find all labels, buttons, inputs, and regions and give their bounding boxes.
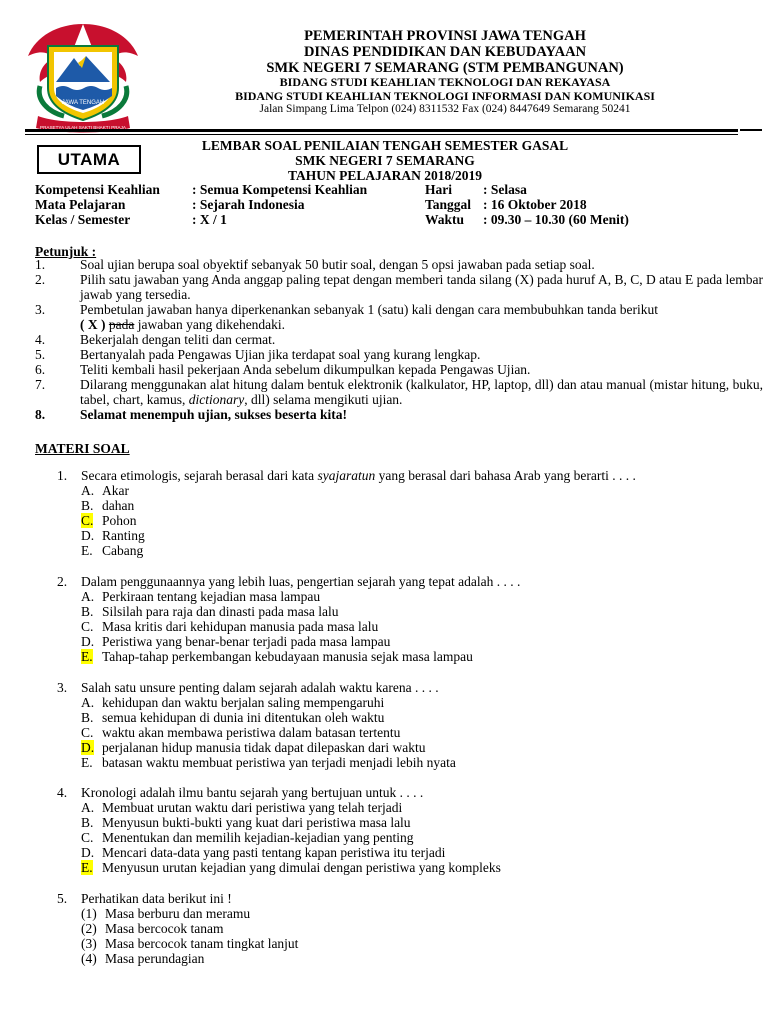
option: A. Perkiraan tentang kejadian masa lampau <box>81 589 321 604</box>
exam-title <box>150 138 620 183</box>
petunjuk-title: Petunjuk : <box>35 244 97 259</box>
header-line-3: SMK NEGERI 7 SEMARANG (STM PEMBANGUNAN) <box>266 60 624 76</box>
header-line-4: BIDANG STUDI KEAHLIAN TEKNOLOGI DAN REKAYASA <box>279 75 611 89</box>
struck-word: pada <box>108 317 135 332</box>
petunjuk-item: 2. Pilih satu jawaban yang Anda anggap paling tepat dengan memberi tanda silang (X) pada huruf A, B, C, D atau E pada lembar jawab yang tersedia. <box>35 272 763 302</box>
header-line-1: PEMERINTAH PROVINSI JAWA TENGAH <box>304 28 586 44</box>
question-5: 5. Perhatikan data berikut ini ! (1) Masa berburu dan meramu (2) Masa bercocok tanam (3) Masa bercocok tanam tingkat lanjut (4) Masa perundagian <box>57 891 747 966</box>
petunjuk-item: 8. Selamat menempuh ujian, sukses beserta kita! <box>35 407 348 422</box>
kelas-label: Kelas / Semester <box>35 212 131 227</box>
kompetensi-label: Kompetensi Keahlian <box>35 182 160 197</box>
option: D. Ranting <box>81 528 145 543</box>
option: B. Menyusun bukti-bukti yang kuat dari peristiwa masa lalu <box>81 815 411 830</box>
waktu-label: Waktu <box>425 212 465 227</box>
kelas-value: : X / 1 <box>192 212 227 227</box>
data-item: (2) Masa bercocok tanam <box>81 921 224 936</box>
exam-title-line-2: SMK NEGERI 7 SEMARANG <box>295 153 475 168</box>
cross-mark: ( X ) <box>80 317 106 332</box>
option-answer: D. perjalanan hidup manusia tidak dapat dilepaskan dari waktu <box>81 740 426 755</box>
data-item: (4) Masa perundagian <box>81 951 205 966</box>
question-2: 2. Dalam penggunaannya yang lebih luas, pengertian sejarah yang tepat adalah . . . . A. Perkiraan tentang kejadian masa lampau B. Silsilah para raja dan dinasti pada masa lalu C. Masa kritis dari kehidupan manusia pada masa lalu D. Peristiwa yang benar-benar terjadi pada masa lampau E. Tahap-tahap perkembangan kebudayaan manusia sejak masa lampau <box>57 574 747 664</box>
tanggal-value: : 16 Oktober 2018 <box>483 197 587 212</box>
header-line-2: DINAS PENDIDIKAN DAN KEBUDAYAAN <box>303 44 587 60</box>
header-rule-thick <box>25 129 738 132</box>
logo-top-text: JAWA TENGAH <box>61 100 105 106</box>
answer-highlight: C. <box>81 513 94 528</box>
answer-highlight: D. <box>81 740 95 755</box>
logo-motto-text: PRASETYA ULAH SAKTI BHAKTI PRAJA <box>40 125 126 130</box>
petunjuk-item: 4. Bekerjalah dengan teliti dan cermat. <box>35 332 276 347</box>
materi-soal-title: MATERI SOAL <box>35 441 130 456</box>
header-line-5: BIDANG STUDI KEAHLIAN TEKNOLOGI INFORMASI DAN KOMUNIKASI <box>235 88 655 103</box>
question-4: 4. Kronologi adalah ilmu bantu sejarah yang bertujuan untuk . . . . A. Membuat urutan waktu dari peristiwa yang telah terjadi B. Menyusun bukti-bukti yang kuat dari peristiwa masa lalu C. Menentukan dan memilih kejadian-kejadian yang penting D. Mencari data-data yang pasti tentang kapan peristiwa itu terjadi E. Menyusun urutan kejadian yang dimulai dengan peristiwa yang kompleks <box>57 785 747 875</box>
petunjuk-list <box>35 257 763 422</box>
petunjuk-item: 5. Bertanyalah pada Pengawas Ujian jika terdapat soal yang kurang lengkap. <box>35 347 481 362</box>
answer-highlight: E. <box>81 649 93 664</box>
data-item: (1) Masa berburu dan meramu <box>81 906 251 921</box>
kompetensi-value: : Semua Kompetensi Keahlian <box>192 182 368 197</box>
utama-badge: UTAMA <box>37 145 141 174</box>
question-text: Dalam penggunaannya yang lebih luas, pengertian sejarah yang tepat adalah . . . . <box>81 574 521 589</box>
mapel-label: Mata Pelajaran <box>35 197 126 212</box>
option: D. Mencari data-data yang pasti tentang kapan peristiwa itu terjadi <box>81 845 446 860</box>
option: A. Membuat urutan waktu dari peristiwa yang telah terjadi <box>81 800 403 815</box>
tanggal-label: Tanggal <box>425 197 472 212</box>
question-text: Perhatikan data berikut ini ! <box>81 891 232 906</box>
question-3: 3. Salah satu unsure penting dalam sejarah adalah waktu karena . . . . A. kehidupan dan waktu berjalan saling mempengaruhi B. semua kehidupan di dunia ini ditentukan oleh waktu C. waktu akan membawa peristiwa dalam batasan tertentu D. perjalanan hidup manusia tidak dapat dilepaskan dari waktu E. batasan waktu membuat peristiwa yan terjadi menjadi lebih nyata <box>57 680 747 770</box>
option: E. batasan waktu membuat peristiwa yan terjadi menjadi lebih nyata <box>81 755 456 770</box>
petunjuk-item: 3. Pembetulan jawaban hanya diperkenankan sebanyak 1 (satu) kali dengan cara membubuhkan tanda berikut ( X ) pada jawaban yang dikehendaki. <box>35 302 659 332</box>
header-address: Jalan Simpang Lima Telpon (024) 8311532 Fax (024) 8447649 Semarang 50241 <box>259 103 631 115</box>
petunjuk-item: 1. Soal ujian berupa soal obyektif sebanyak 50 butir soal, dengan 5 opsi jawaban pada setiap soal. <box>35 257 595 272</box>
jawa-tengah-emblem-logo <box>18 16 148 136</box>
petunjuk-item: 7. Dilarang menggunakan alat hitung dalam bentuk elektronik (kalkulator, HP, laptop, dll) dan atau manual (mistar hitung, buku, tabel, chart, kamus, dictionary, dll) selama mengikuti ujian. <box>35 377 763 407</box>
option: C. Menentukan dan memilih kejadian-kejadian yang penting <box>81 830 414 845</box>
question-text: Salah satu unsure penting dalam sejarah adalah waktu karena . . . . <box>81 680 439 695</box>
option: E. Cabang <box>81 543 144 558</box>
option: A. kehidupan dan waktu berjalan saling mempengaruhi <box>81 695 385 710</box>
mapel-value: : Sejarah Indonesia <box>192 197 305 212</box>
hari-value: : Selasa <box>483 182 527 197</box>
petunjuk-item: 6. Teliti kembali hasil pekerjaan Anda sebelum dikumpulkan kepada Pengawas Ujian. <box>35 362 531 377</box>
option: D. Peristiwa yang benar-benar terjadi pada masa lampau <box>81 634 391 649</box>
waktu-value: : 09.30 – 10.30 (60 Menit) <box>483 212 629 227</box>
letterhead <box>150 28 740 116</box>
question-text: Kronologi adalah ilmu bantu sejarah yang bertujuan untuk . . . . <box>81 785 424 800</box>
hari-label: Hari <box>425 182 452 197</box>
exam-title-line-3: TAHUN PELAJARAN 2018/2019 <box>287 168 482 183</box>
option-answer: E. Tahap-tahap perkembangan kebudayaan manusia sejak masa lampau <box>81 649 473 664</box>
header-rule-thin <box>25 134 738 135</box>
option: B. Silsilah para raja dan dinasti pada masa lalu <box>81 604 339 619</box>
option: B. semua kehidupan di dunia ini ditentukan oleh waktu <box>81 710 385 725</box>
option: C. Masa kritis dari kehidupan manusia pada masa lalu <box>81 619 379 634</box>
question-1: 1. Secara etimologis, sejarah berasal dari kata syajaratun yang berasal dari bahasa Arab yang berarti . . . . A. Akar B. dahan C. Pohon D. Ranting E. Cabang <box>57 468 747 558</box>
option: A. Akar <box>81 483 129 498</box>
header-rule-right <box>740 129 762 131</box>
option: C. waktu akan membawa peristiwa dalam batasan tertentu <box>81 725 401 740</box>
answer-highlight: E. <box>81 860 93 875</box>
question-text: Secara etimologis, sejarah berasal dari kata syajaratun yang berasal dari bahasa Arab yang berarti . . . . <box>81 468 636 483</box>
option-answer: E. Menyusun urutan kejadian yang dimulai dengan peristiwa yang kompleks <box>81 860 501 875</box>
option-answer: C. Pohon <box>81 513 137 528</box>
option: B. dahan <box>81 498 135 513</box>
data-item: (3) Masa bercocok tanam tingkat lanjut <box>81 936 299 951</box>
exam-title-line-1: LEMBAR SOAL PENILAIAN TENGAH SEMESTER GASAL <box>201 138 569 153</box>
